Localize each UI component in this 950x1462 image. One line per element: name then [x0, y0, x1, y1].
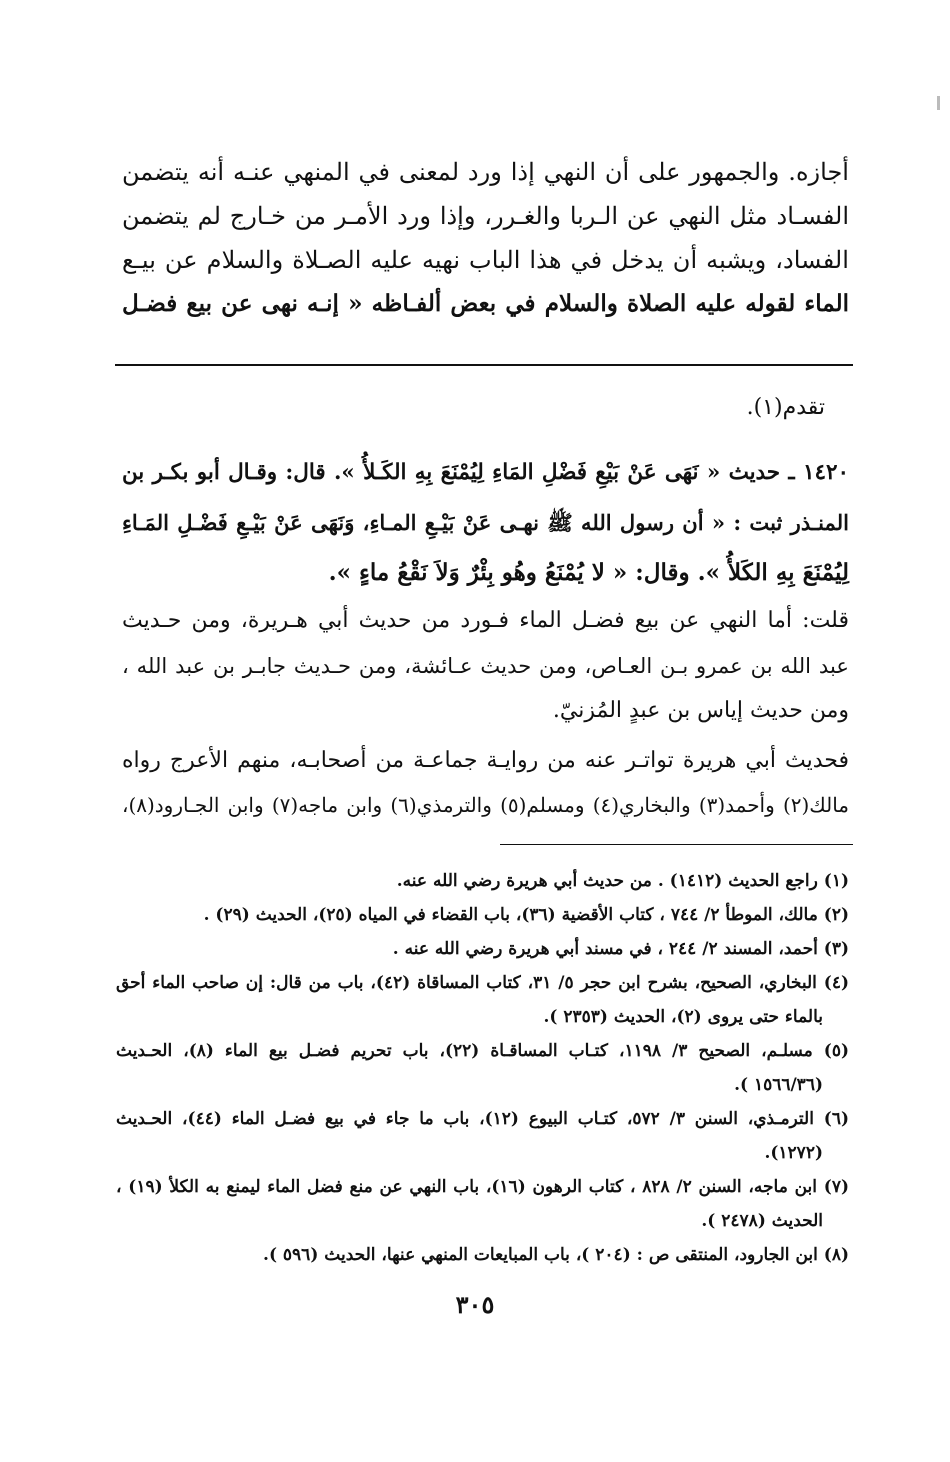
footnote-line: (٢) مالك، الموطأ ٢/ ٧٤٤ ، كتاب الأقضية (٣٦)، باب القضاء في المياه (٢٥)، الحديث (٢٩) . — [203, 905, 849, 925]
text-line: ١٤٢٠ ـ حديث « نَهَى عَنْ بَيْعِ فَضْلِ المَاءِ لِيُمْنَعَ بِهِ الكَـلأُ ». قال: وقـال أبو بكـر بن — [122, 460, 849, 485]
footnote-line: (٦) الترمـذي، السنن ٣/ ٥٧٢، كتـاب البيوع (١٢)، باب ما جاء في بيع فضـل الماء (٤٤)، الحـديث — [116, 1109, 850, 1129]
footnote-line: (٣) أحمد، المسند ٢/ ٢٤٤ ، في مسند أبي هريرة رضي الله عنه . — [392, 939, 849, 959]
footnote-divider — [500, 844, 853, 845]
footnote-line: الحديث (٢٤٧٨ ). — [701, 1211, 823, 1231]
text-line: الفساد، ويشبه أن يدخل في هذا الباب نهيه عليه الصـلاة والسلام عن بيـع — [122, 246, 849, 274]
text-line: قلت: أما النهي عن بيع فضـل الماء فـورد من حديث أبي هـريرة، ومن حـديث — [122, 608, 849, 633]
page-number: ٣٠٥ — [455, 1290, 495, 1319]
footnote-line: بالماء حتى يروى (٢)، الحديث (٢٣٥٣ ). — [543, 1007, 823, 1027]
text-line: أجازه. والجمهور على أن النهي إذا ورد لمعنى في المنهي عنـه أنه يتضمن — [122, 158, 849, 186]
footnote-line: (٥) مسلـم، الصحيح ٣/ ١١٩٨، كتـاب المساقـاة (٢٢)، باب تحريم فضـل بيع الماء (٨)، الحـديث — [116, 1041, 850, 1061]
text-line: لِيُمْنَعَ بِهِ الكَلأُ ». وقال: « لا يُمْنَعُ وهُو بِئْرٌ وَلاَ نَقْعُ ماءٍ ». — [328, 559, 849, 586]
footnotes — [116, 864, 849, 1272]
margin-mark — [937, 96, 940, 110]
text-line: فحديث أبي هريرة تواتـر عنه من روايـة جماعـة من أصحابـه، منهم الأعرج رواه — [122, 748, 849, 773]
continuation-note: تقدم(١). — [746, 395, 825, 420]
hadith-paragraph — [122, 448, 849, 598]
main-paragraph — [122, 150, 849, 326]
narration-paragraph — [122, 738, 849, 828]
footnote-line: (٨) ابن الجارود، المنتقى ص : (٢٠٤ )، باب المبايعات المنهي عنها، الحديث (٥٩٦ ). — [263, 1245, 849, 1265]
footnote-line: (١٥٦٦/٣٦ ). — [734, 1075, 823, 1095]
text-line: عبد الله بن عمرو بـن العـاص، ومن حديث عـائشة، ومن حـديث جابـر بن عبد الله ، — [122, 653, 849, 678]
footnote-line: (٧) ابن ماجه، السنن ٢/ ٨٢٨ ، كتاب الرهون (١٦)، باب النهي عن منع فضل الماء ليمنع به الكلأ (١٩) ، — [116, 1177, 849, 1197]
commentary-paragraph — [122, 598, 849, 733]
footnote-line: (٤) البخاري، الصحيح، بشرح ابن حجر ٥/ ٣١، كتاب المساقاة (٤٢)، باب من قال: إن صاحب الماء أحق — [116, 973, 849, 993]
text-line: الفسـاد مثل النهي عن الـربا والغـرر، وإذا ورد الأمـر من خـارج لم يتضمن — [122, 202, 849, 230]
section-divider — [115, 364, 853, 366]
footnote-line: (١) راجع الحديث (١٤١٢) . من حديث أبي هريرة رضي الله عنه. — [396, 871, 849, 891]
text-line: مالك(٢) وأحمد(٣) والبخاري(٤) ومسلم(٥) والترمذي(٦) وابن ماجه(٧) وابن الجـارود(٨)، — [122, 793, 850, 817]
footnote-line: (١٢٧٢). — [764, 1143, 823, 1163]
text-line: المنـذر ثبت : « أن رسول الله ﷺ نهـى عَنْ بَيْـعِ المـاءِ، وَنَهَى عَنْ بَيْـعِ فَضْـلِ المَـاءِ — [122, 510, 849, 535]
text-line: الماء لقوله عليه الصلاة والسلام في بعض ألفـاظه « إنـه نهى عن بيع فضـل — [122, 290, 849, 317]
text-line: ومن حديث إياس بن عبدٍ المُزنيّ. — [552, 698, 849, 723]
